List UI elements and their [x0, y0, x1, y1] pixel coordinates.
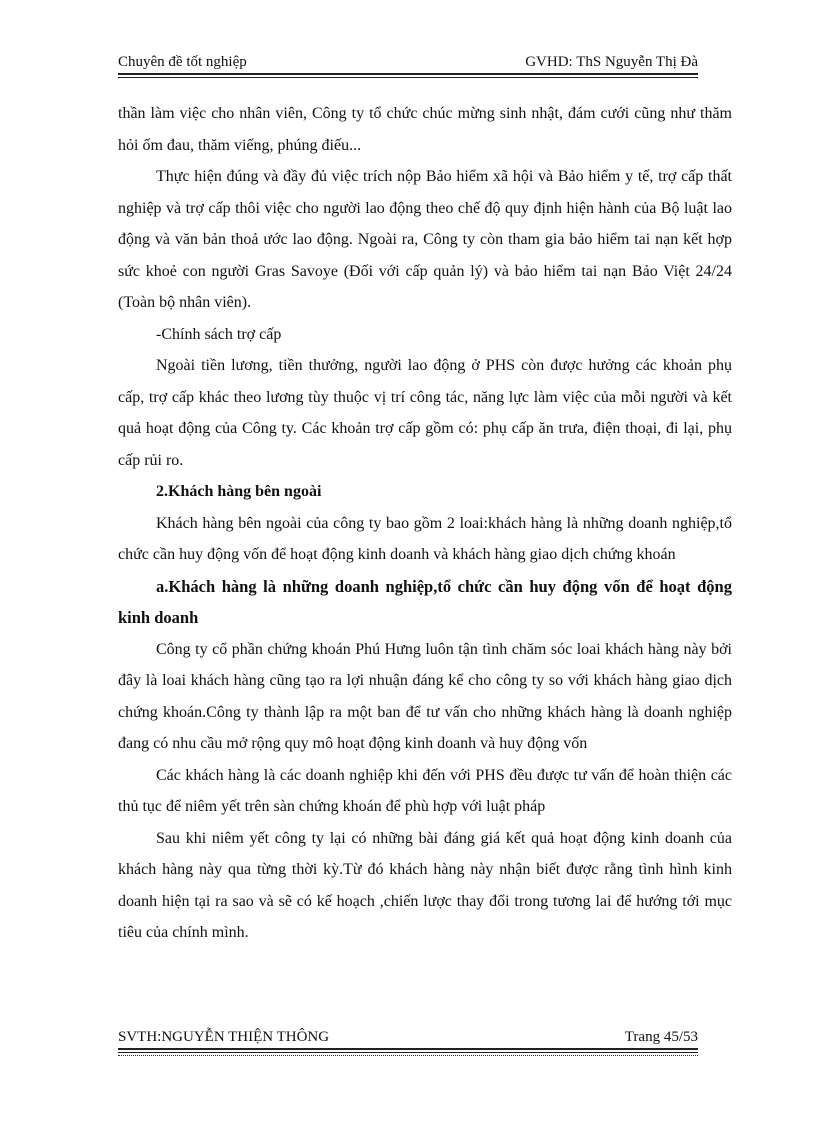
header-advisor: GVHD: ThS Nguyễn Thị Đà	[525, 54, 698, 70]
section-heading-business-customers: a.Khách hàng là những doanh nghiệp,tổ chức cần huy động vốn để hoạt động kinh doanh	[118, 576, 732, 627]
paragraph-listing-advice: Các khách hàng là các doanh nghiệp khi đến với PHS đều được tư vấn để hoàn thiện các thủ tục để niêm yết trên sàn chứng khoán để phù hợp với luật pháp	[118, 766, 732, 815]
header-title: Chuyên đề tốt nghiệp	[118, 54, 247, 70]
paragraph-post-listing: Sau khi niêm yết công ty lại có những bài đáng giá kết quả hoạt động kinh doanh của khách hàng này qua từng thời kỳ.Từ đó khách hàng này nhận biết được rằng tình hình kinh doanh hiện tại ra sao và sẽ có kế hoạch ,chiến lược thay đổi trong tương lai để hướng tới mục tiêu của chính mình.	[118, 829, 732, 941]
page-footer	[118, 1028, 698, 1046]
paragraph-allowances: Ngoài tiền lương, tiền thưởng, người lao động ở PHS còn được hưởng các khoản phụ cấp, trợ cấp khác theo lương tùy thuộc vị trí công tác, năng lực làm việc của mỗi người và kết quả hoạt động của Công ty. Các khoản trợ cấp gồm có: phụ cấp ăn trưa, điện thoại, đi lại, phụ cấp rủi ro.	[118, 357, 732, 469]
paragraph-insurance: Thực hiện đúng và đầy đủ việc trích nộp Bảo hiểm xã hội và Bảo hiểm y tế, trợ cấp thất nghiệp và trợ cấp thôi việc cho người lao động theo chế độ quy định hiện hành của Bộ luật lao động và văn bản thoả ước lao động. Ngoài ra, Công ty còn tham gia bảo hiểm tai nạn kết hợp sức khoẻ con người Gras Savoye (Đối với cấp quản lý) và bảo hiểm tai nạn Bảo Việt 24/24 (Toàn bộ nhân viên).	[118, 168, 732, 311]
paragraph-external-customers: Khách hàng bên ngoài của công ty bao gồm 2 loai:khách hàng là những doanh nghiệp,tổ chức cần huy động vốn để hoạt động kinh doanh và khách hàng giao dịch chứng khoán	[118, 514, 732, 563]
footer-student: SVTH:NGUYỄN THIỆN THÔNG	[118, 1029, 330, 1045]
paragraph-phu-hung: Công ty cổ phần chứng khoán Phú Hưng luôn tận tình chăm sóc loai khách hàng này bởi đây là loai khách hàng cũng tạo ra lợi nhuận đáng kể cho công ty so với khách hàng giao dịch chứng khoán.Công ty thành lập ra một ban để tư vấn cho những khách hàng là doanh nghiệp đang có nhu cầu mở rộng quy mô hoạt động kinh doanh và huy động vốn	[118, 640, 732, 752]
section-heading-external-customers: 2.Khách hàng bên ngoài	[156, 483, 322, 500]
page-header	[118, 53, 698, 71]
page-body	[118, 98, 732, 949]
footer-rule	[118, 1048, 698, 1056]
header-rule	[118, 73, 698, 78]
subheading-allowance-policy: -Chính sách trợ cấp	[156, 325, 282, 343]
paragraph-continued: thần làm việc cho nhân viên, Công ty tổ chức chúc mừng sinh nhật, đám cưới cũng như thăm hỏi ốm đau, thăm viếng, phúng điếu...	[118, 105, 732, 154]
page-number: Trang 45/53	[624, 1029, 698, 1045]
